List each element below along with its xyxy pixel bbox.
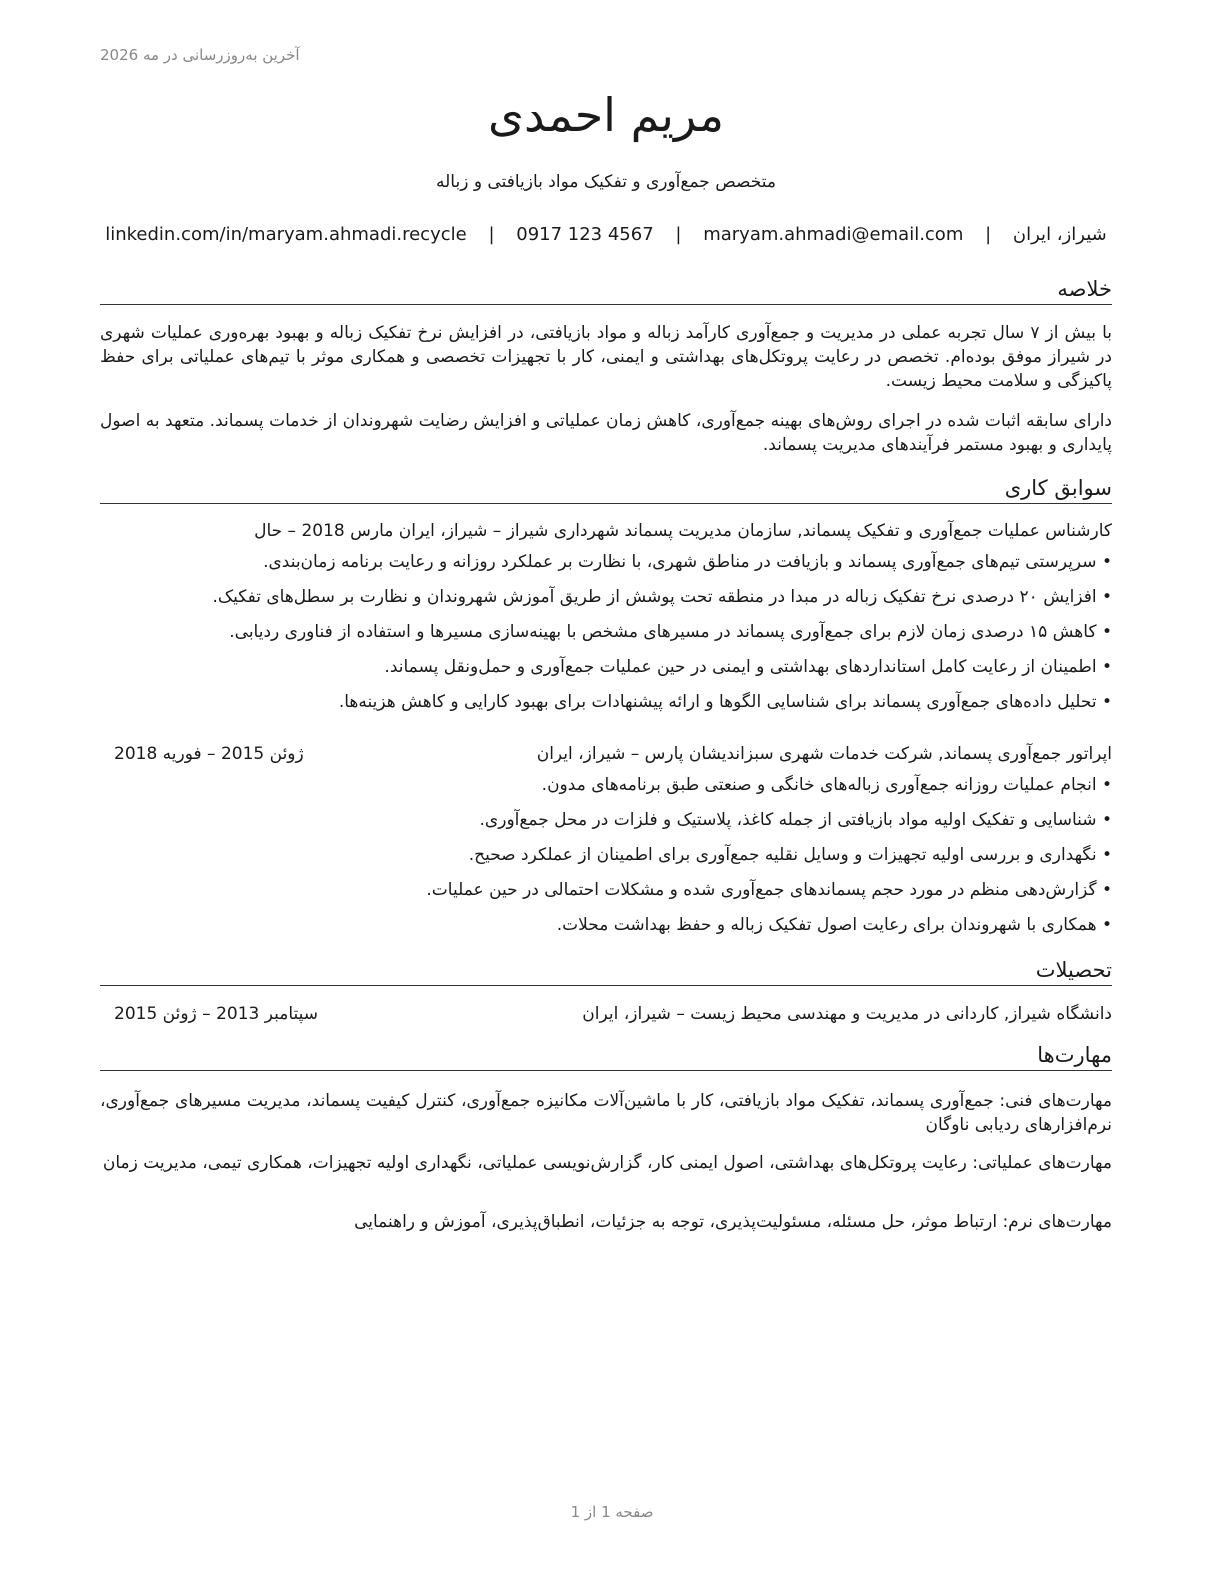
list-item: • تحلیل داده‌های جمع‌آوری پسماند برای شناسایی الگوها و ارائه پیشنهادات برای بهبود کارایی و کاهش هزینه‌ها. bbox=[100, 690, 1112, 714]
section-title-summary: خلاصه bbox=[100, 276, 1112, 305]
job-heading bbox=[100, 742, 1112, 766]
job-title-company: کارشناس عملیات جمع‌آوری و تفکیک پسماند, سازمان مدیریت پسماند شهرداری شیراز – شیراز، ایران مارس 2018 – حال bbox=[254, 521, 1112, 541]
contact-phone: 0917 123 4567 bbox=[516, 224, 654, 245]
education-entry bbox=[100, 1002, 1112, 1026]
list-item: • نگهداری و بررسی اولیه تجهیزات و وسایل نقلیه جمع‌آوری برای اطمینان از عملکرد صحیح. bbox=[100, 843, 1112, 867]
candidate-name: مریم احمدی bbox=[487, 88, 725, 142]
page-number: صفحه 1 از 1 bbox=[570, 1503, 654, 1521]
contact-linkedin[interactable]: linkedin.com/in/maryam.ahmadi.recycle bbox=[105, 224, 467, 245]
contact-line bbox=[100, 224, 1112, 245]
summary-paragraph: با بیش از ۷ سال تجربه عملی در مدیریت و جمع‌آوری کارآمد زباله و مواد بازیافتی، در افزایش نرخ تفکیک زباله و بهبود بهره‌وری عملیات شهری در شیراز موفق بوده‌ام. تخصص در رعایت پروتکل‌های بهداشتی و ایمنی، کار با تجهیزات تخصصی و همکاری موثر با تیم‌های عملیاتی برای حفظ پاکیزگی و سلامت محیط زیست. bbox=[100, 323, 1113, 391]
contact-separator: | bbox=[488, 224, 495, 245]
contact-separator: | bbox=[985, 224, 992, 245]
education-degree: دانشگاه شیراز, کاردانی در مدیریت و مهندسی محیط زیست – شیراز، ایران bbox=[582, 1004, 1112, 1024]
contact-separator: | bbox=[675, 224, 682, 245]
list-item: • انجام عملیات روزانه جمع‌آوری زباله‌های خانگی و صنعتی طبق برنامه‌های مدون. bbox=[100, 773, 1112, 797]
list-item: • افزایش ۲۰ درصدی نرخ تفکیک زباله در مبدا در منطقه تحت پوشش از طریق آموزش شهروندان و نظارت بر سطل‌های تفکیک. bbox=[100, 585, 1112, 609]
section-title-education: تحصیلات bbox=[100, 957, 1112, 986]
list-item: • سرپرستی تیم‌های جمع‌آوری پسماند و بازیافت در مناطق شهری، با نظارت بر عملکرد روزانه و رعایت برنامه زمان‌بندی. bbox=[100, 550, 1112, 574]
list-item: • همکاری با شهروندان برای رعایت اصول تفکیک زباله و حفظ بهداشت محلات. bbox=[100, 913, 1112, 937]
list-item: • گزارش‌دهی منظم در مورد حجم پسماندهای جمع‌آوری شده و مشکلات احتمالی در حین عملیات. bbox=[100, 878, 1112, 902]
summary-paragraph: دارای سابقه اثبات شده در اجرای روش‌های بهینه جمع‌آوری، کاهش زمان عملیاتی و افزایش رضایت شهروندان از خدمات پسماند. متعهد به اصول پایداری و بهبود مستمر فرآیندهای مدیریت پسماند. bbox=[100, 411, 1112, 455]
skills-operational: مهارت‌های عملیاتی: رعایت پروتکل‌های بهداشتی، اصول ایمنی کار، گزارش‌نویسی عملیاتی، نگهداری اولیه تجهیزات، همکاری تیمی، مدیریت زمان bbox=[102, 1153, 1112, 1173]
contact-email[interactable]: maryam.ahmadi@email.com bbox=[703, 224, 964, 245]
list-item: • شناسایی و تفکیک اولیه مواد بازیافتی از جمله کاغذ، پلاستیک و فلزات در محل جمع‌آوری. bbox=[100, 808, 1112, 832]
education-date: سپتامبر 2013 – ژوئن 2015 bbox=[114, 1004, 319, 1024]
last-updated-note: آخرین به‌روزرسانی در مه 2026 bbox=[100, 46, 300, 64]
contact-location: شیراز، ایران bbox=[1012, 224, 1107, 245]
list-item: • کاهش ۱۵ درصدی زمان لازم برای جمع‌آوری پسماند در مسیرهای مشخص با بهینه‌سازی مسیرها و استفاده از فناوری ردیابی. bbox=[100, 620, 1112, 644]
job-date: ژوئن 2015 – فوریه 2018 bbox=[114, 744, 304, 764]
list-item: • اطمینان از رعایت کامل استانداردهای بهداشتی و ایمنی در حین عملیات جمع‌آوری و حمل‌ونقل پسماند. bbox=[100, 655, 1112, 679]
job-heading bbox=[100, 519, 1112, 543]
skills-technical: مهارت‌های فنی: جمع‌آوری پسماند، تفکیک مواد بازیافتی، کار با ماشین‌آلات مکانیزه جمع‌آوری، کنترل کیفیت پسماند، مدیریت مسیرهای جمع‌آوری، نرم‌افزارهای ردیابی ناوگان bbox=[100, 1091, 1112, 1135]
job-title-company: اپراتور جمع‌آوری پسماند, شرکت خدمات شهری سبزاندیشان پارس – شیراز، ایران bbox=[536, 744, 1112, 764]
job-bullets bbox=[100, 550, 1112, 725]
section-title-skills: مهارت‌ها bbox=[100, 1042, 1112, 1071]
skills-soft: مهارت‌های نرم: ارتباط موثر، حل مسئله، مسئولیت‌پذیری، توجه به جزئیات، انطباق‌پذیری، آموزش و راهنمایی bbox=[354, 1212, 1112, 1232]
section-title-experience: سوابق کاری bbox=[100, 475, 1112, 504]
job-title: متخصص جمع‌آوری و تفکیک مواد بازیافتی و زباله bbox=[436, 172, 776, 192]
job-bullets bbox=[100, 773, 1112, 948]
